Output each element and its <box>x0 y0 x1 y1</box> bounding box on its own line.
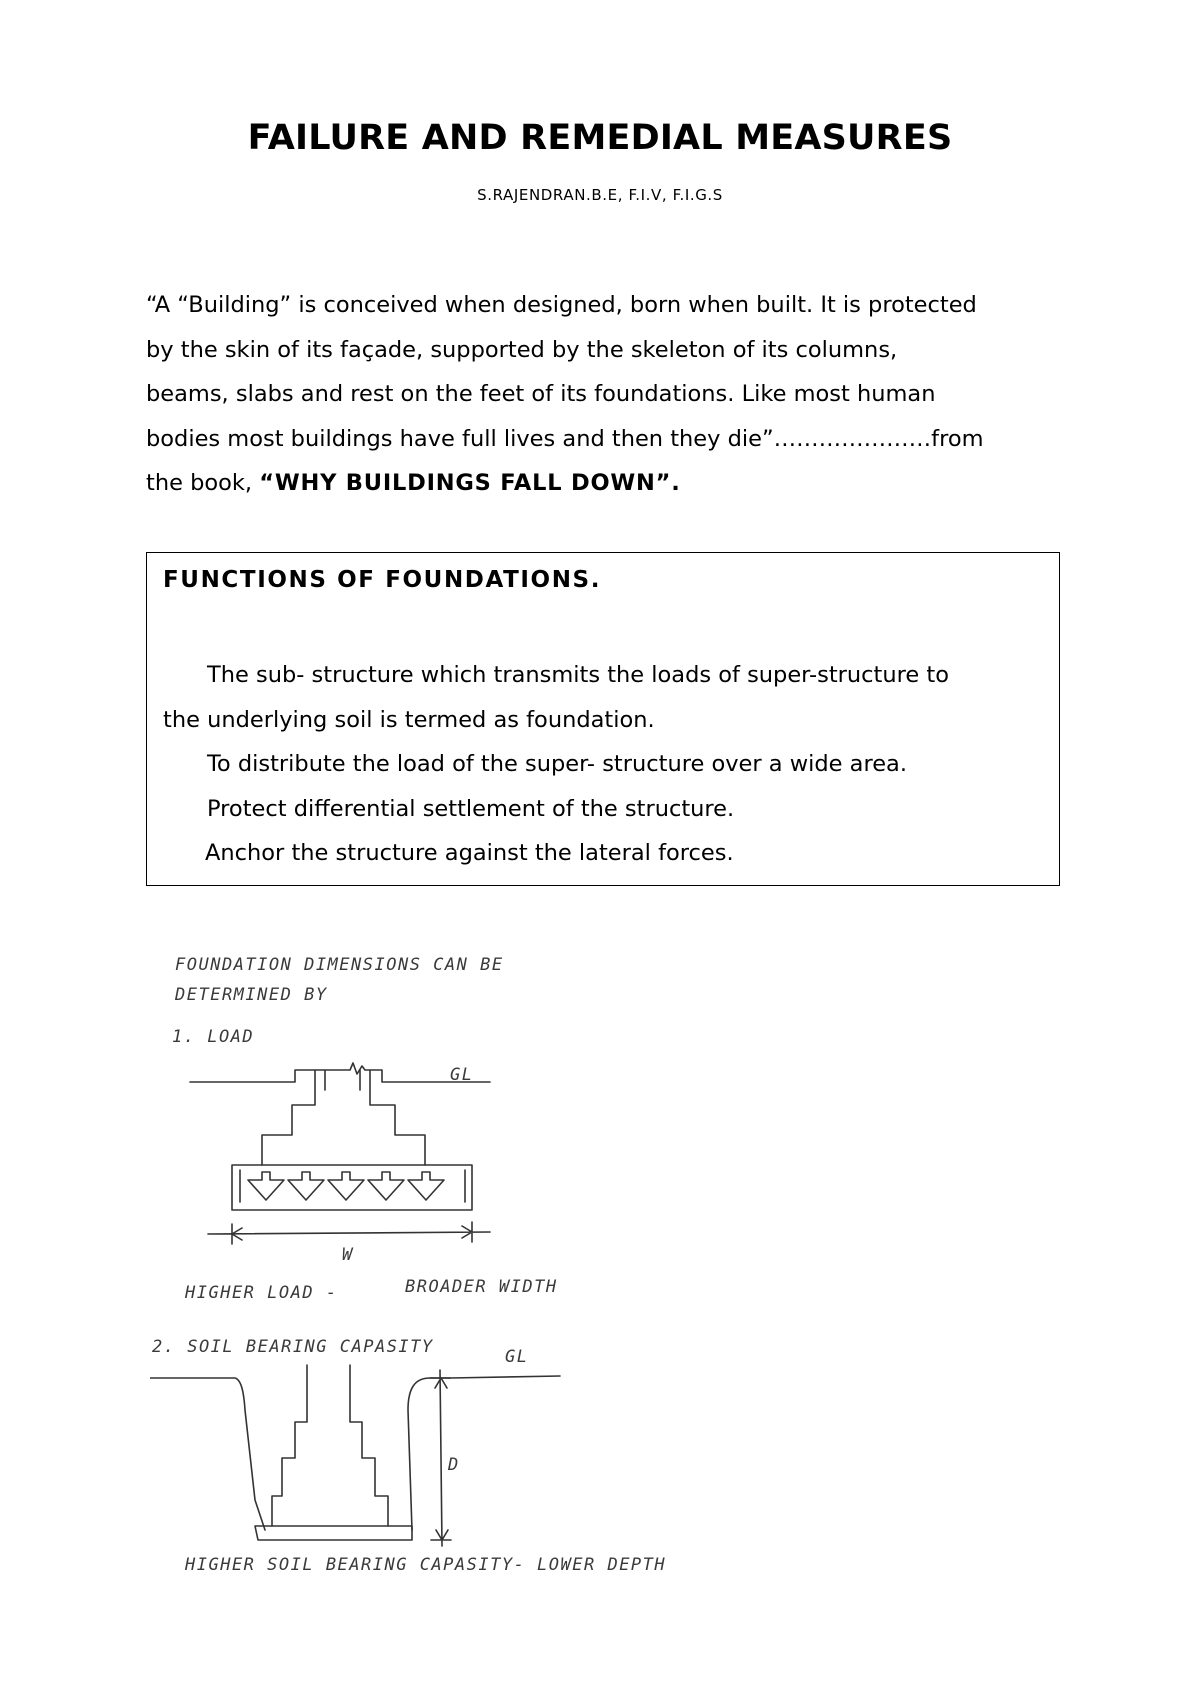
quote-line: beams, slabs and rest on the feet of its foundations. Like most human <box>146 381 936 407</box>
function-point: Protect differential settlement of the structure. <box>207 795 735 822</box>
sketch-heading-2: DETERMINED BY <box>175 985 328 1005</box>
quote-line: bodies most buildings have full lives and then they die”…………………from <box>146 425 984 452</box>
ground-label-1: GL <box>450 1065 474 1085</box>
caption-2: HIGHER SOIL BEARING CAPASITY- LOWER DEPTH <box>185 1555 667 1575</box>
author-line: S.RAJENDRAN.B.E, F.I.V, F.I.G.S <box>477 186 723 204</box>
load-arrow <box>408 1172 444 1200</box>
load-arrows <box>248 1172 444 1200</box>
functions-intro-continued: the underlying soil is termed as foundation. <box>163 706 655 733</box>
quote-line: “A “Building” is conceived when designed, born when built. It is protected <box>146 292 977 318</box>
depth-label: D <box>448 1455 460 1475</box>
sketch-heading-1: FOUNDATION DIMENSIONS CAN BE <box>175 955 504 975</box>
caption-1-right: BROADER WIDTH <box>405 1277 558 1297</box>
functions-body <box>163 653 1043 876</box>
function-point: Anchor the structure against the lateral forces. <box>205 840 734 866</box>
load-arrow <box>368 1172 404 1200</box>
load-arrow <box>288 1172 324 1200</box>
page-title: FAILURE AND REMEDIAL MEASURES <box>247 118 953 158</box>
book-title: “WHY BUILDINGS FALL DOWN”. <box>259 470 681 496</box>
excavation-right-side <box>408 1378 450 1530</box>
functions-box <box>146 552 1060 886</box>
stepped-footing-2-left <box>272 1365 307 1526</box>
stepped-footing-2-right <box>350 1365 388 1526</box>
opening-quote <box>146 283 1066 506</box>
quote-line-last <box>146 461 1066 506</box>
ground-line-1 <box>190 1063 490 1082</box>
functions-heading: FUNCTIONS OF FOUNDATIONS. <box>163 567 602 593</box>
quote-prefix: the book, <box>146 470 260 496</box>
foundation-sketch <box>150 940 710 1580</box>
base-slab-2 <box>255 1526 412 1540</box>
functions-intro: The sub- structure which transmits the loads of super-structure to <box>207 662 949 688</box>
quote-line: by the skin of its façade, supported by the skeleton of its columns, <box>146 336 898 363</box>
sketch-item2-label: 2. SOIL BEARING CAPASITY <box>152 1337 434 1357</box>
load-arrow <box>248 1172 284 1200</box>
ground-label-2: GL <box>505 1347 529 1367</box>
width-label: W <box>342 1245 354 1265</box>
caption-1-left: HIGHER LOAD - <box>185 1283 338 1303</box>
function-point: To distribute the load of the super- structure over a wide area. <box>207 751 907 777</box>
width-dimension <box>208 1222 490 1244</box>
stepped-footing-left <box>262 1070 315 1165</box>
stepped-footing-right <box>370 1070 425 1165</box>
load-arrow <box>328 1172 364 1200</box>
ground-line-2-right <box>450 1376 560 1378</box>
ground-line-2-left <box>150 1378 265 1530</box>
sketch-item1-label: 1. LOAD <box>172 1027 255 1047</box>
